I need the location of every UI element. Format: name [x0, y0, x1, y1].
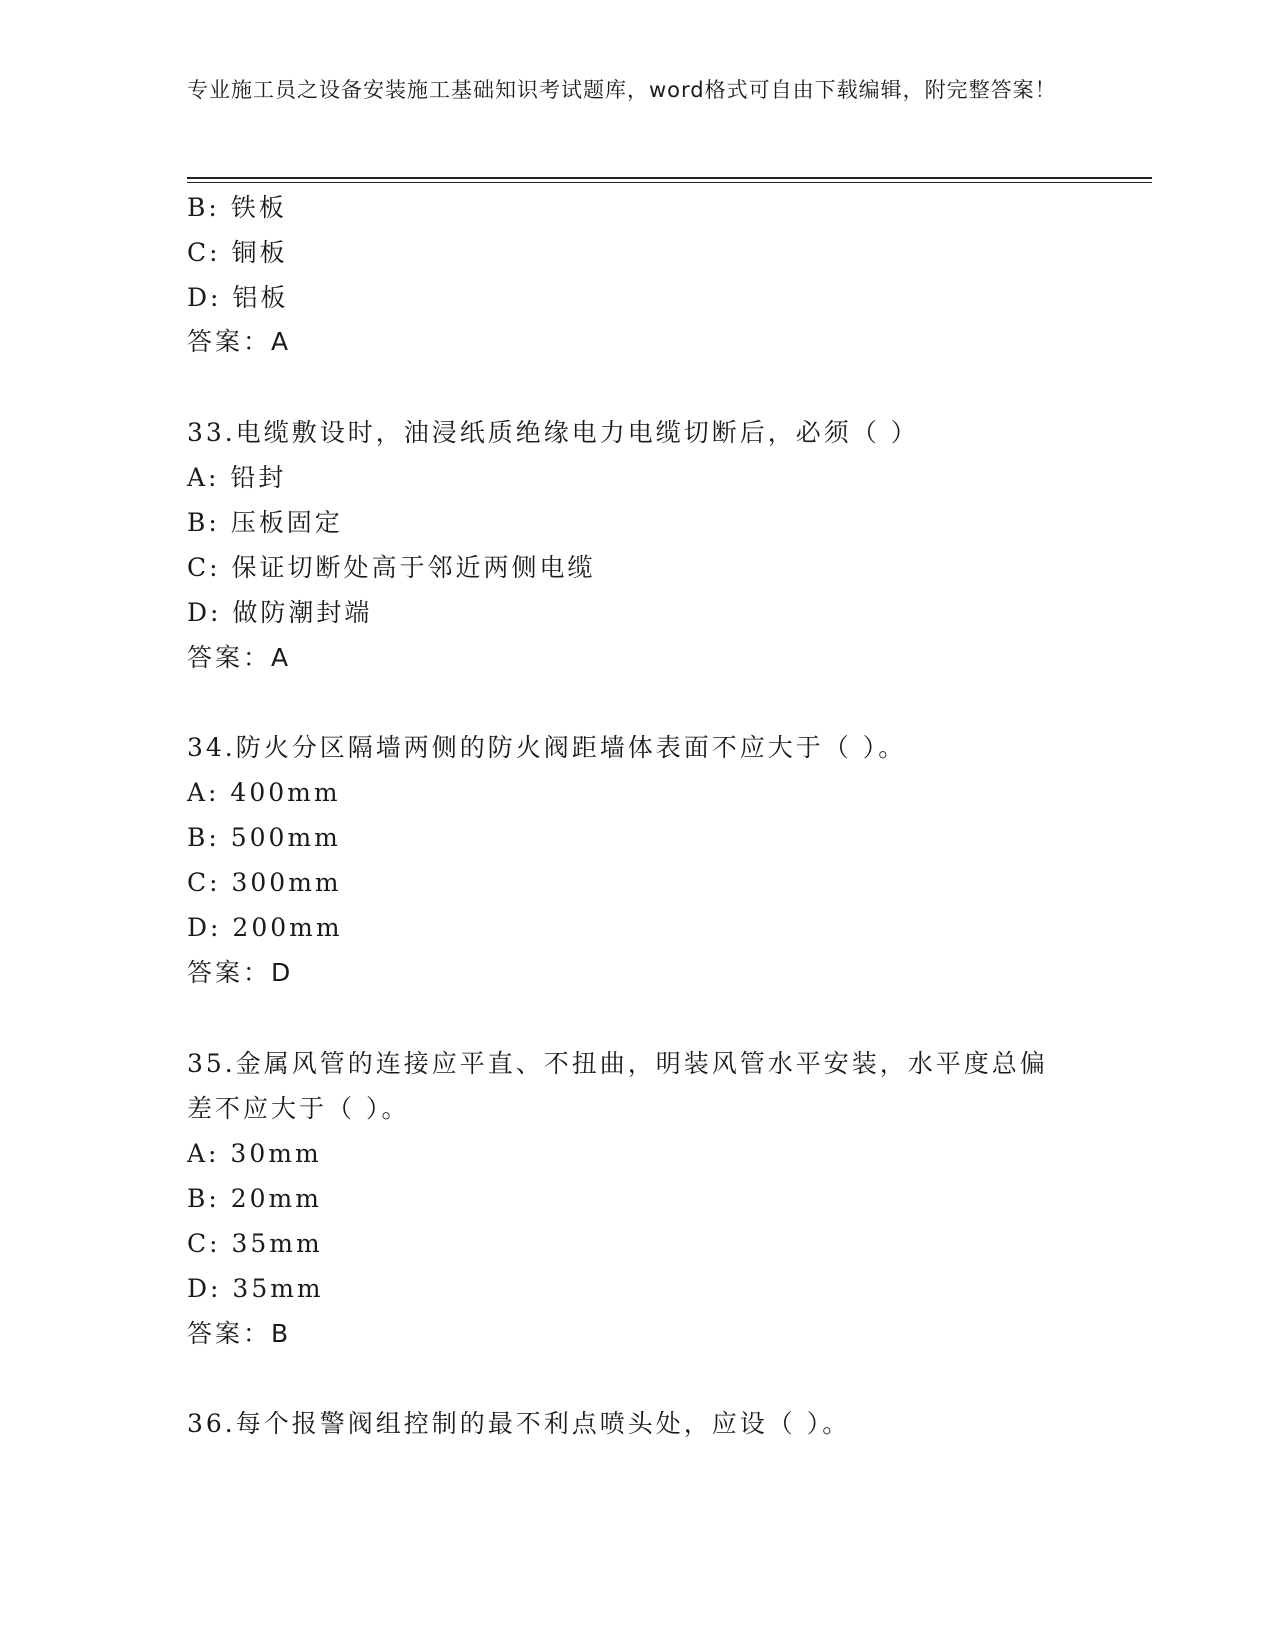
q33-option-a: A: 铅封 — [187, 463, 287, 492]
document-header: 专业施工员之设备安装施工基础知识考试题库，word格式可自由下载编辑，附完整答案！ — [187, 78, 1057, 102]
q33-answer: 答案：A — [187, 643, 292, 672]
q35-option-d: D: 35mm — [187, 1274, 324, 1303]
header-rule-thin — [187, 182, 1152, 183]
q36-stem: 36.每个报警阀组控制的最不利点喷头处，应设（ ）。 — [187, 1409, 851, 1438]
q35-stem-line1: 35.金属风管的连接应平直、不扭曲，明装风管水平安装，水平度总偏 — [187, 1049, 1048, 1078]
q33-option-b: B: 压板固定 — [187, 508, 343, 537]
q35-answer: 答案：B — [187, 1319, 292, 1348]
q33-option-c: C: 保证切断处高于邻近两侧电缆 — [187, 553, 596, 582]
q34-answer: 答案：D — [187, 958, 294, 987]
q34-option-b: B: 500mm — [187, 823, 341, 852]
q34-stem: 34.防火分区隔墙两侧的防火阀距墙体表面不应大于（ ）。 — [187, 733, 907, 762]
q32-option-d: D: 铝板 — [187, 283, 289, 312]
q35-option-a: A: 30mm — [187, 1139, 322, 1168]
q34-option-c: C: 300mm — [187, 868, 342, 897]
q32-option-b: B: 铁板 — [187, 193, 287, 222]
q35-option-c: C: 35mm — [187, 1229, 323, 1258]
q34-option-a: A: 400mm — [187, 778, 341, 807]
q32-answer: 答案：A — [187, 327, 292, 356]
q33-option-d: D: 做防潮封端 — [187, 598, 373, 627]
q35-stem-line2: 差不应大于（ ）。 — [187, 1094, 410, 1123]
q32-option-c: C: 铜板 — [187, 238, 288, 267]
header-rule-thick — [187, 177, 1152, 179]
q35-option-b: B: 20mm — [187, 1184, 322, 1213]
q33-stem: 33.电缆敷设时，油浸纸质绝缘电力电缆切断后，必须（ ） — [187, 418, 919, 447]
q34-option-d: D: 200mm — [187, 913, 343, 942]
